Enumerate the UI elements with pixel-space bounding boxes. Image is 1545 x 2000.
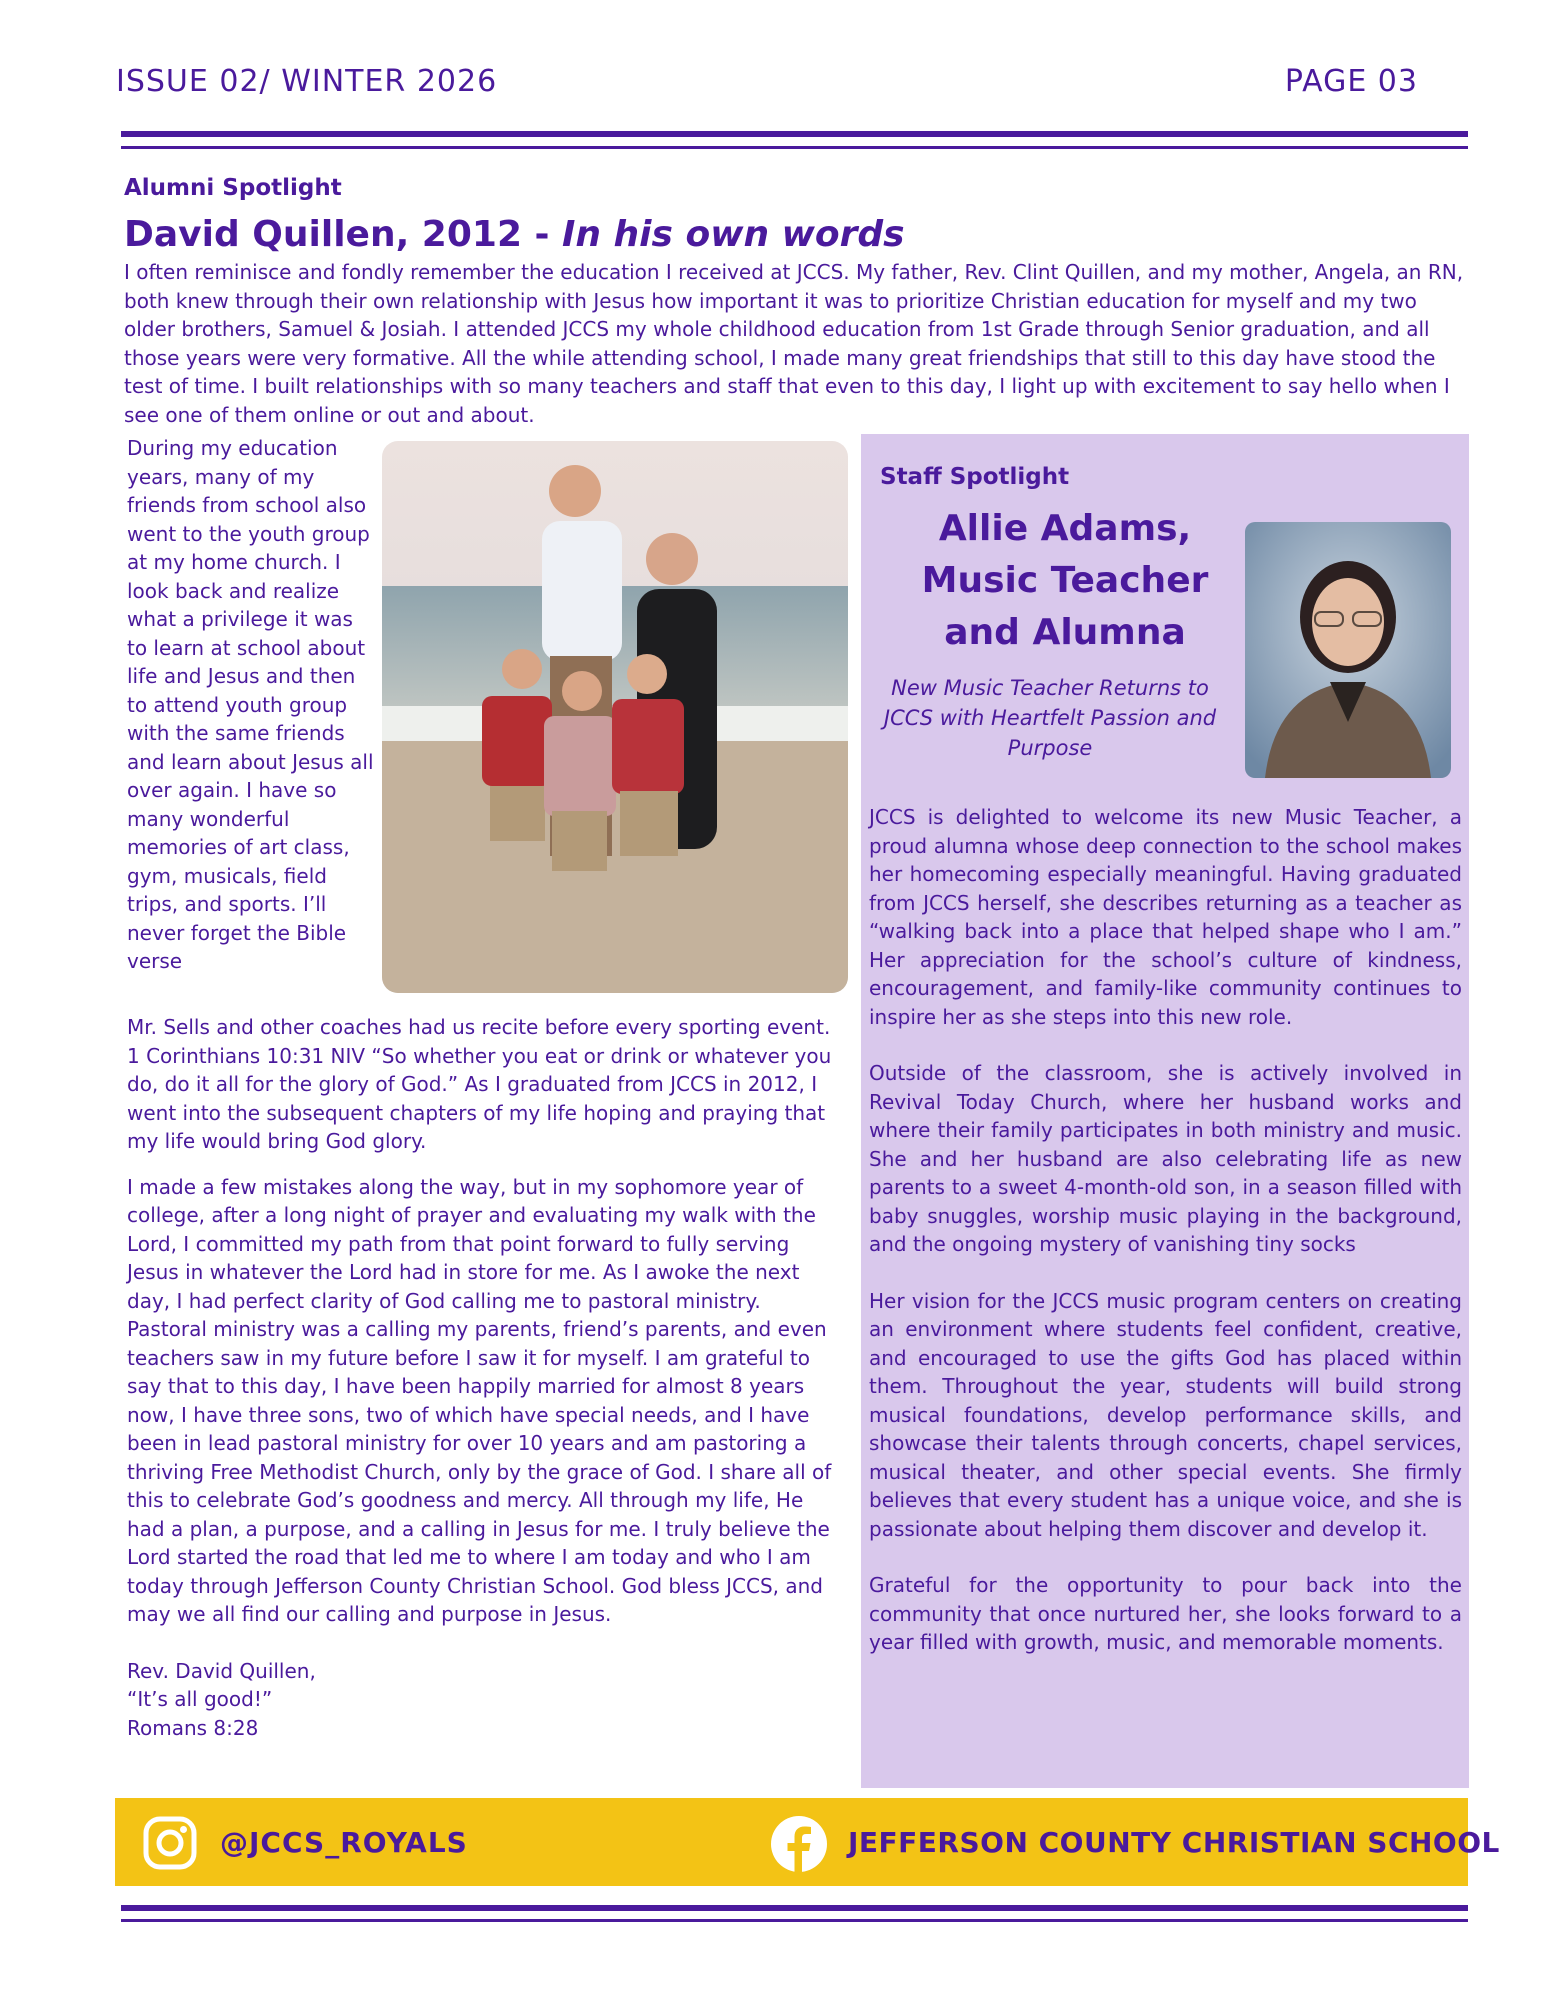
staff-name-heading: Allie Adams, Music Teacher and Alumna: [921, 508, 1209, 653]
alumni-continued: [127, 1013, 847, 1759]
header-rule-thick: [121, 131, 1468, 137]
staff-paragraph: Her vision for the JCCS music program centers on creating an environment where students feel confident, creative, and encouraged to use the gifts God has placed within them. Throughout the year, students will build strong musical foundations, develop performance skills, and showcase their talents through concerts, chapel services, musical theater, and other special events. She firmly believes that every student has a unique voice, and she is passionate about helping them discover and develop it.: [869, 1288, 1462, 1541]
header-rule-thin: [121, 146, 1468, 149]
footer-rule-thick: [121, 1905, 1468, 1911]
staff-paragraph: Grateful for the opportunity to pour back into the community that once nurtured her, she looks forward to a year filled with growth, music, and memorable moments.: [869, 1573, 1462, 1654]
headline-name: David Quillen, 2012 -: [124, 214, 562, 255]
signature-verse: Romans 8:28: [127, 1715, 259, 1740]
instagram-icon[interactable]: [142, 1815, 198, 1871]
alumni-paragraph: I made a few mistakes along the way, but in my sophomore year of college, after a long night of prayer and evaluating my walk with the Lord, I committed my path from that point forward to fully serving Jesus in whatever the Lord had in store for me. As I awoke the next day, I had perfect clarity of God calling me to pastoral ministry. Pastoral ministry was a calling my parents, friend’s parents, and even teachers saw in my future before I saw it for myself. I am grateful to say that to this day, I have been happily married for almost 8 years now, I have three sons, two of which have special needs, and I have been in lead pastoral ministry for over 10 years and am pastoring a thriving Free Methodist Church, only by the grace of God. I share all of this to celebrate God’s goodness and mercy. All through my life, He had a plan, a purpose, and a calling in Jesus for me. I truly believe the Lord started the road that led me to where I am today and who I am today through Jefferson County Christian School. God bless JCCS, and may we all find our calling and purpose in Jesus.: [127, 1174, 832, 1626]
signature-name: Rev. David Quillen,: [127, 1658, 316, 1683]
signature-block: [127, 1657, 847, 1743]
staff-subtitle: New Music Teacher Returns to JCCS with Heartfelt Passion and Purpose: [883, 676, 1217, 760]
headline-italic: In his own words: [562, 214, 905, 255]
alumni-column-text: During my education years, many of my friends from school also went to the youth group at my home church. I look back and realize what a privilege it was to learn at school about life and Jesus and then to attend youth group with the same friends and learn about Jesus all over again. I have so many wonderful memories of art class, gym, musicals, field trips, and sports. I’ll never forget the Bible verse: [127, 436, 374, 973]
staff-article: [869, 803, 1462, 1685]
staff-portrait-photo: [1245, 522, 1451, 778]
issue-label: ISSUE 02/ WINTER 2026: [116, 64, 498, 99]
alumni-headline: [124, 214, 905, 255]
footer-rule-thin: [121, 1919, 1468, 1922]
alumni-spotlight-label: Alumni Spotlight: [124, 175, 342, 201]
facebook-page-link[interactable]: JEFFERSON COUNTY CHRISTIAN SCHOOL: [848, 1826, 1500, 1859]
staff-spotlight-label: Staff Spotlight: [880, 464, 1070, 490]
family-photo: [382, 441, 848, 993]
facebook-icon[interactable]: [770, 1815, 828, 1873]
signature-quote: “It’s all good!”: [127, 1687, 273, 1711]
instagram-handle-link[interactable]: @JCCS_ROYALS: [220, 1826, 468, 1859]
alumni-paragraph: Mr. Sells and other coaches had us recite before every sporting event. 1 Corinthians 10:31 NIV “So whether you eat or drink or whatever you do, do it all for the glory of God.” As I graduated from JCCS in 2012, I went into the subsequent chapters of my life hoping and praying that my life would bring God glory.: [127, 1015, 832, 1153]
page-number: PAGE 03: [1284, 64, 1418, 99]
alumni-intro: I often reminisce and fondly remember the education I received at JCCS. My father, Rev. Clint Quillen, and my mother, Angela, an RN, both knew through their own relationship with Jesus how important it was to prioritize Christian education for myself and my two older brothers, Samuel & Josiah. I attended JCCS my whole childhood education from 1st Grade through Senior graduation, and all those years were very formative. All the while attending school, I made many great friendships that still to this day have stood the test of time. I built relationships with so many teachers and staff that even to this day, I light up with excitement to say hello when I see one of them online or out and about.: [124, 260, 1464, 427]
staff-paragraph: JCCS is delighted to welcome its new Music Teacher, a proud alumna whose deep connection to the school makes her homecoming especially meaningful. Having graduated from JCCS herself, she describes returning as a teacher as “walking back into a place that helped shape who I am.” Her appreciation for the school’s culture of kindness, encouragement, and family-like community continues to inspire her as she steps into this new role.: [869, 805, 1462, 1029]
staff-paragraph: Outside of the classroom, she is actively involved in Revival Today Church, where her husband works and where their family participates in both ministry and music. She and her husband are also celebrating life as new parents to a sweet 4-month-old son, in a season filled with baby snuggles, worship music playing in the background, and the ongoing mystery of vanishing tiny socks: [869, 1061, 1462, 1256]
